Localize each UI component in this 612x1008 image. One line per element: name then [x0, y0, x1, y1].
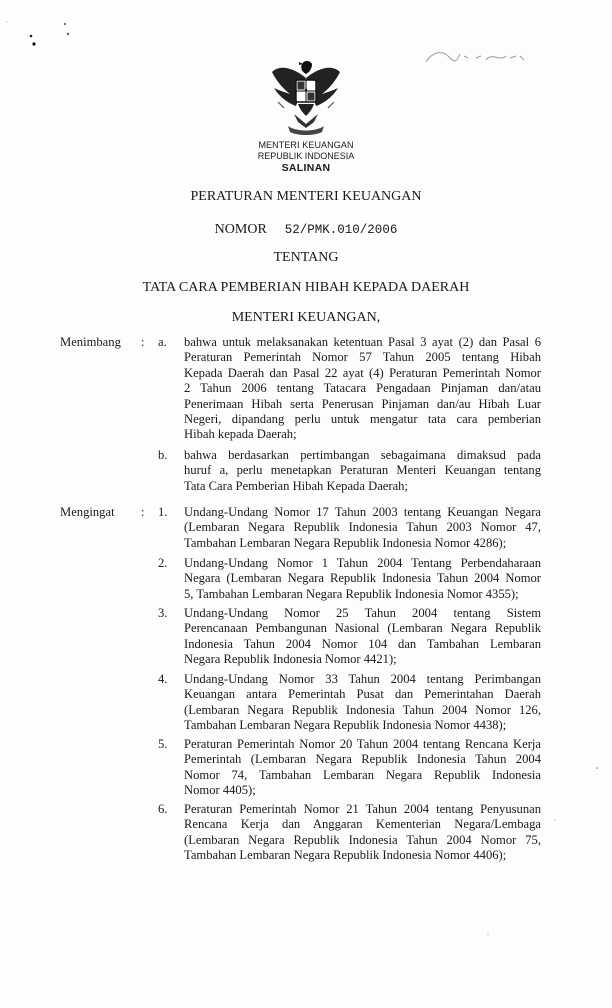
legal-basis-4 [184, 672, 541, 734]
text-line: Undang-Undang Nomor 33 Tahun 2004 tentang Perimbangan [184, 672, 541, 686]
item-marker: 5. [158, 737, 168, 751]
text-line: (Lembaran Negara Republik Indonesia Tahun 2003 Nomor 47, [184, 520, 541, 535]
republic-name: REPUBLIK INDONESIA [257, 151, 355, 161]
text-line: Peraturan Pemerintah Nomor 20 Tahun 2004 tentang Rencana Kerja [184, 737, 541, 751]
regulation-subject: TATA CARA PEMBERIAN HIBAH KEPADA DAERAH [142, 280, 470, 295]
text-line: Undang-Undang Nomor 25 Tahun 2004 tentang Sistem [184, 606, 541, 620]
text-line: Tambahan Lembaran Negara Republik Indonesia Nomor 4286); [184, 535, 507, 550]
text-line: Tambahan Lembaran Negara Republik Indonesia Nomor 4438); [184, 718, 507, 733]
regulation-type: PERATURAN MENTERI KEUANGAN [190, 189, 422, 204]
text-line: (Lembaran Negara Republik Indonesia Tahun 2004 Nomor 75, [184, 832, 541, 847]
text-line: bahwa berdasarkan pertimbangan sebagaimana dimaksud pada [184, 448, 541, 462]
nomor-label: NOMOR [214, 222, 267, 237]
legal-basis-2 [184, 556, 541, 602]
item-marker: 1. [158, 505, 168, 519]
item-marker: 2. [158, 556, 168, 570]
text-line: Undang-Undang Nomor 17 Tahun 2003 tentang Keuangan Negara [184, 505, 541, 519]
item-marker: a. [158, 335, 167, 349]
tentang-heading: TENTANG [273, 250, 339, 265]
item-marker: 3. [158, 606, 168, 620]
text-line: Hibah kepada Daerah; [184, 427, 297, 442]
text-line: bahwa untuk melaksanakan ketentuan Pasal 3 ayat (2) dan Pasal 6 [184, 335, 541, 349]
consideration-b [184, 448, 541, 494]
text-line: Negara Republik Indonesia Nomor 4421); [184, 652, 397, 667]
issuer-heading: MENTERI KEUANGAN, [231, 310, 381, 325]
legal-basis-6 [184, 802, 541, 864]
text-line: huruf a, perlu menetapkan Peraturan Menteri Keuangan tentang [184, 463, 541, 478]
text-line: Perencanaan Pembangunan Nasional (Lembaran Negara Republik [184, 621, 541, 636]
text-line: Peraturan Pemerintah Nomor 57 Tahun 2005 tentang Hibah [184, 350, 541, 365]
text-line: Rencana Kerja dan Anggaran Kementerian Negara/Lembaga [184, 817, 541, 832]
menimbang-label: Menimbang [60, 335, 121, 349]
consideration-a [184, 335, 541, 443]
text-line: Peraturan Pemerintah Nomor 21 Tahun 2004 tentang Penyusunan [184, 802, 541, 816]
nomor-value: 52/PMK.010/2006 [284, 223, 398, 237]
text-line: 5, Tambahan Lembaran Negara Republik Indonesia Nomor 4355); [184, 586, 519, 601]
text-line: Nomor 74, Tambahan Lembaran Negara Republik Indonesia [184, 767, 541, 782]
text-line: Undang-Undang Nomor 1 Tahun 2004 Tentang Perbendaharaan [184, 556, 541, 570]
text-line: Pemerintah (Lembaran Negara Republik Indonesia Tahun 2004 [184, 752, 541, 767]
item-marker: 4. [158, 672, 168, 686]
ministry-name: MENTERI KEUANGAN [258, 140, 354, 150]
text-line: Tambahan Lembaran Negara Republik Indonesia Nomor 4406); [184, 848, 507, 863]
text-line: Negara (Lembaran Negara Republik Indonesia Tahun 2004 Nomor [184, 571, 541, 586]
text-line: Keuangan antara Pemerintah Pusat dan Pemerintahan Daerah [184, 687, 541, 702]
regulation-number [0, 222, 612, 238]
text-line: Indonesia Tahun 2004 Nomor 104 dan Tambahan Lembaran [184, 636, 541, 651]
copy-stamp: SALINAN [281, 162, 331, 174]
menimbang-colon: : [141, 335, 145, 349]
garuda-emblem-icon [268, 58, 344, 138]
text-line: (Lembaran Negara Republik Indonesia Tahun 2004 Nomor 126, [184, 702, 541, 717]
text-line: 2 Tahun 2006 tentang Tatacara Pengadaan Pinjaman dan/atau [184, 381, 541, 396]
text-line: Negeri, dipandang perlu untuk mengatur tata cara pemberian [184, 412, 541, 427]
mengingat-colon: : [141, 505, 145, 519]
legal-basis-5 [184, 737, 541, 799]
item-marker: b. [158, 448, 168, 462]
mengingat-label: Mengingat [60, 505, 115, 519]
text-line: Tata Cara Pemberian Hibah Kepada Daerah; [184, 478, 408, 493]
legal-basis-3 [184, 606, 541, 668]
item-marker: 6. [158, 802, 168, 816]
legal-basis-1 [184, 505, 541, 551]
text-line: Penerimaan Hibah serta Penerusan Pinjaman dan/au Hibah Luar [184, 396, 541, 411]
text-line: Nomor 4405); [184, 783, 256, 798]
text-line: Kepada Daerah dan Pasal 22 ayat (4) Peraturan Pemerintah Nomor [184, 365, 541, 380]
handwritten-signature [420, 42, 540, 72]
